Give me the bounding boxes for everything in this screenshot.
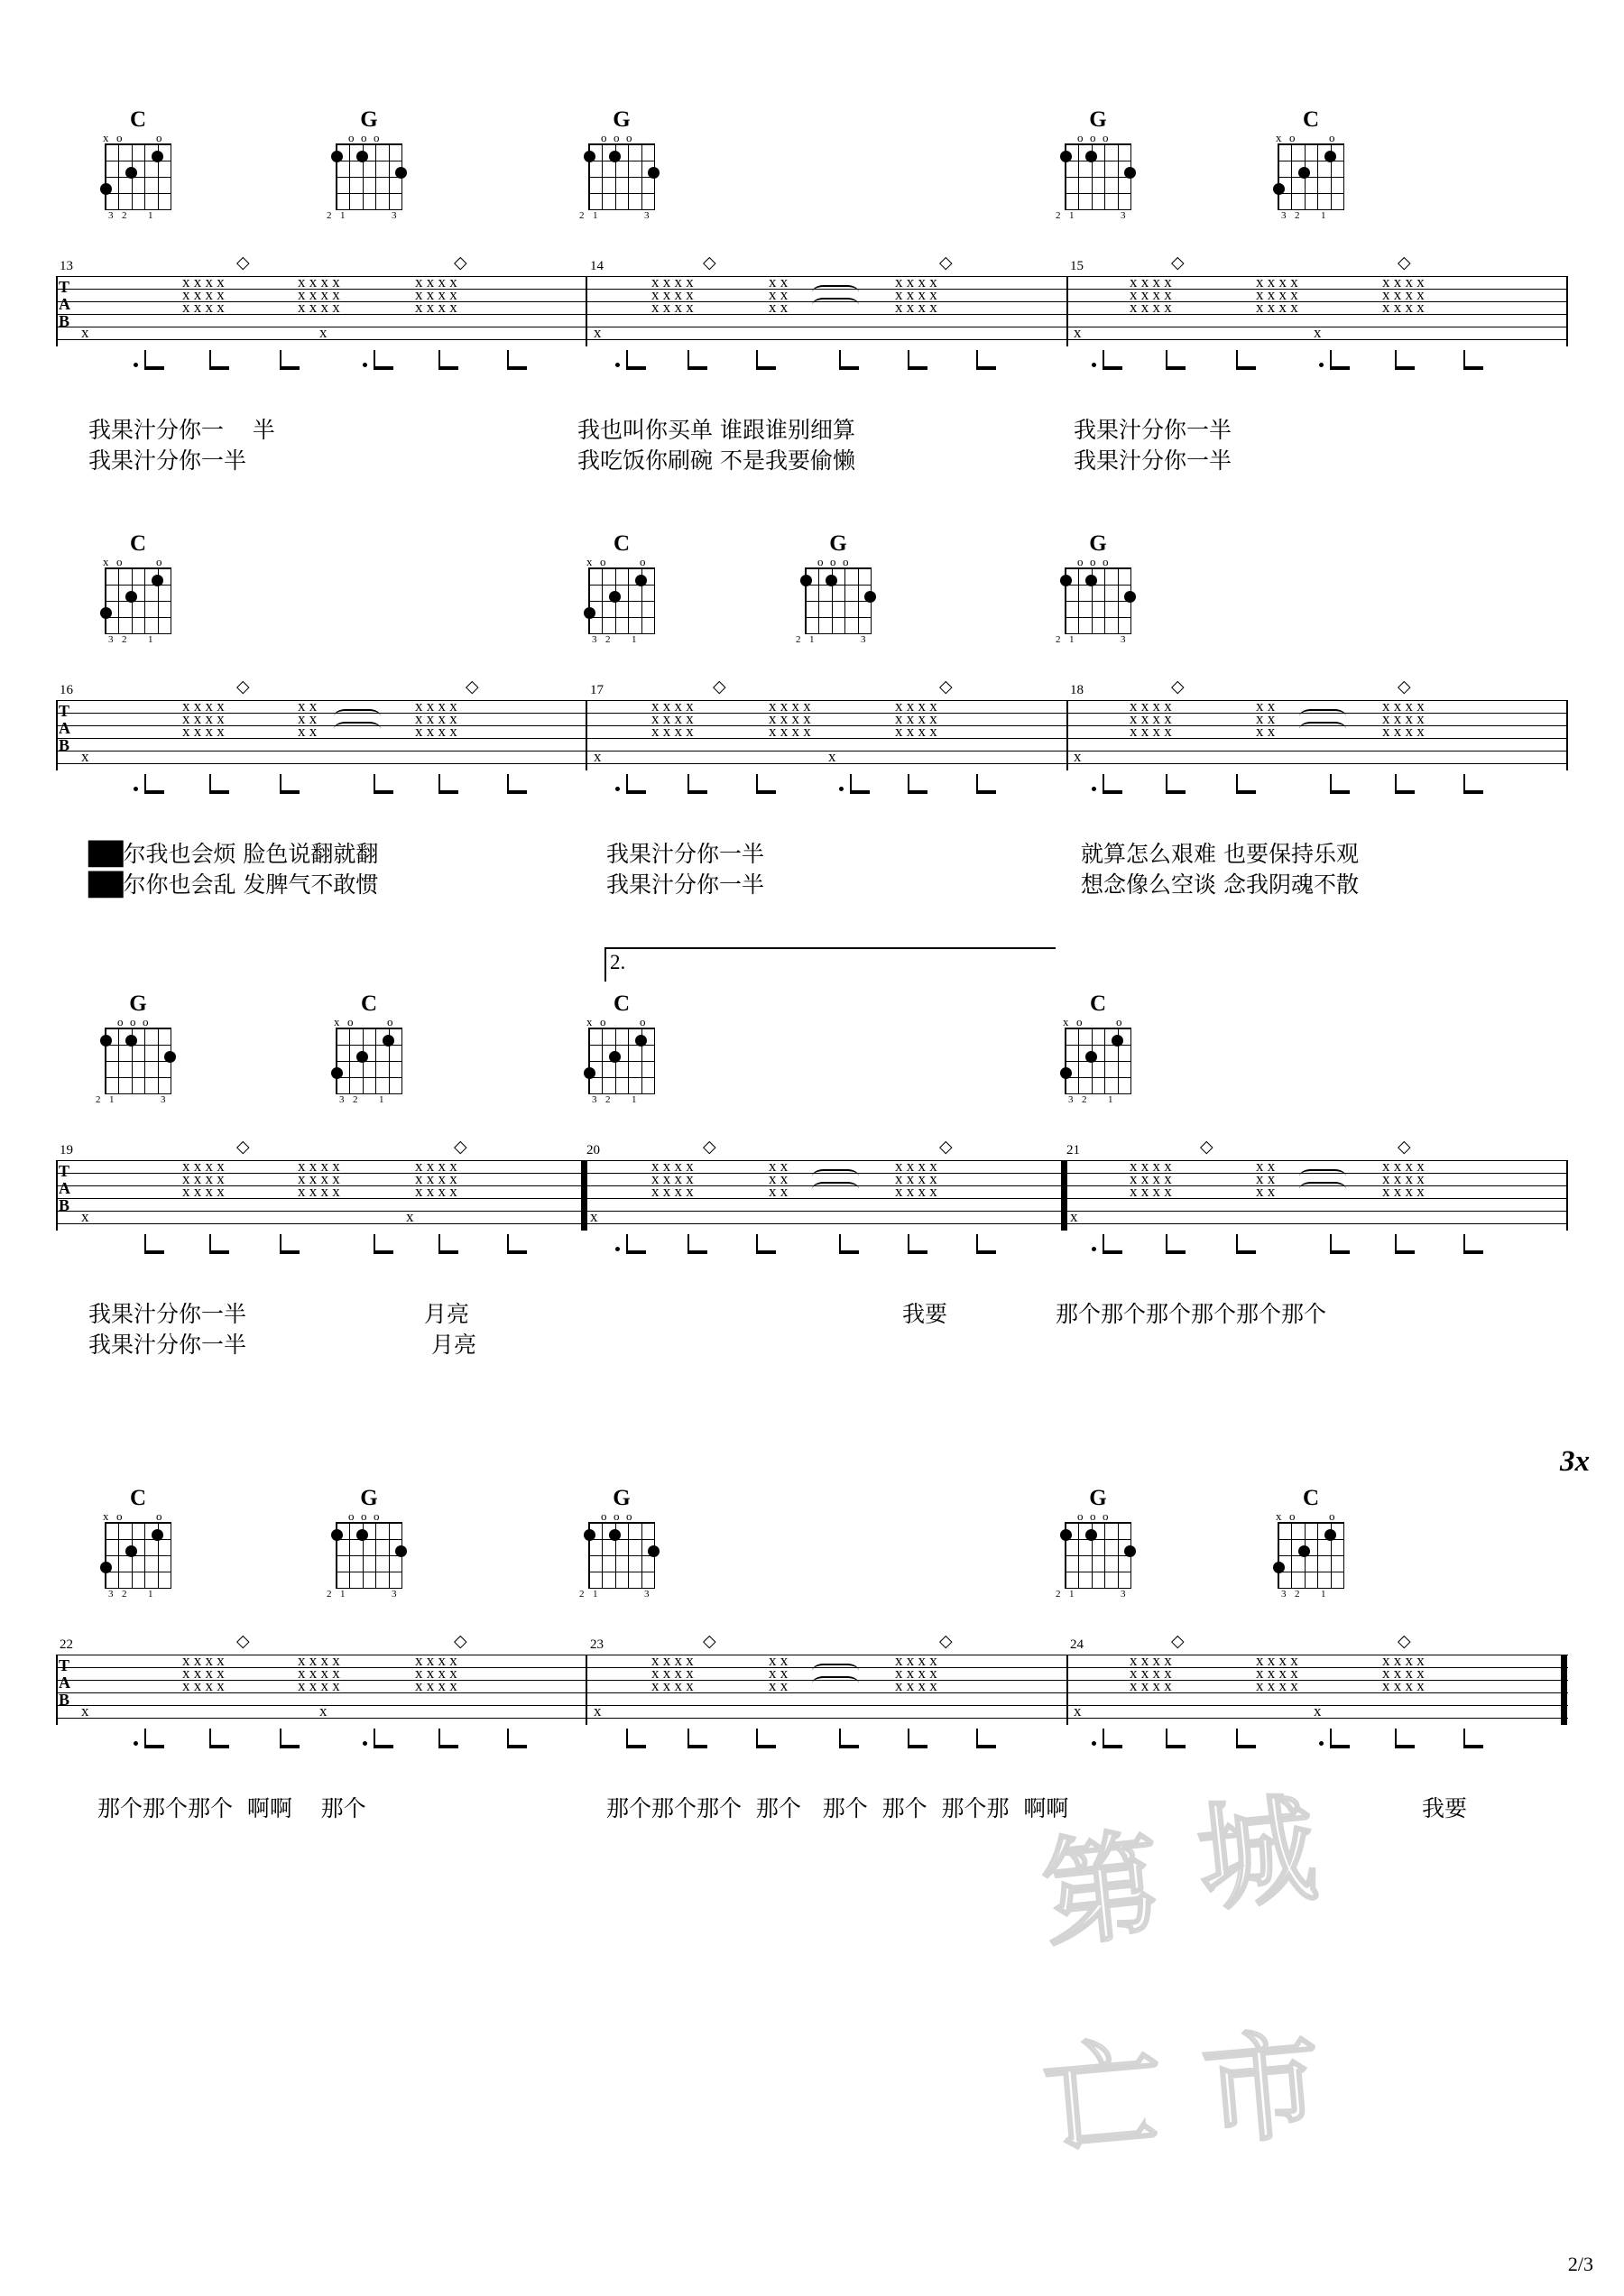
barline <box>586 276 587 346</box>
staff-start-barline <box>56 1655 58 1725</box>
strum-markers-row <box>0 1139 1624 1158</box>
lyrics-line-2b: 月亮 <box>431 1332 477 1358</box>
chord-diagram-g <box>325 1487 413 1601</box>
rhythm-notation <box>56 1234 1568 1265</box>
chord-diagram-g <box>1054 532 1142 647</box>
lyrics-line-2: 我果汁分你一半 <box>88 1332 247 1358</box>
chord-name: C <box>613 991 631 1016</box>
diamond-icon: ◇ <box>713 677 726 696</box>
chord-fretboard <box>1278 1522 1344 1589</box>
diamond-icon: ◇ <box>1171 1631 1185 1651</box>
chord-fretboard <box>336 143 402 210</box>
chord-fingering: 2 1 3 <box>327 1589 397 1600</box>
chord-fingering: 3 2 1 <box>1068 1094 1113 1105</box>
tab-label-t: T <box>59 1162 70 1180</box>
chord-diagram-c <box>94 1487 182 1601</box>
tab-label-b: B <box>59 1196 70 1214</box>
chord-diagram-c <box>94 108 182 223</box>
barline <box>1066 276 1068 346</box>
tab-label-t: T <box>59 1656 70 1674</box>
chord-open-markers: x o o <box>1063 1015 1122 1028</box>
chord-name: C <box>613 531 631 556</box>
chord-name: C <box>1302 107 1320 132</box>
measure-number: 17 <box>590 683 604 697</box>
lyrics-line-1b: 我果汁分你一半 <box>606 841 765 867</box>
diamond-icon: ◇ <box>454 253 467 272</box>
chord-fretboard <box>588 567 655 634</box>
lyrics-line-1b: 那个那个那个 那个 那个 那个 那个那 啊啊 <box>606 1795 1069 1821</box>
chord-fingering: 2 1 3 <box>579 1589 650 1600</box>
chord-open-markers: x o o <box>103 555 162 568</box>
measure-number: 13 <box>60 259 73 273</box>
diamond-icon: ◇ <box>939 677 953 696</box>
staff-start-barline <box>56 276 58 346</box>
chord-fretboard <box>1065 143 1131 210</box>
tab-staff: T A B 19 20 21 x x x x x x x x x x x x x x x x x x x x x x x x x x x x x x x x x x x x x x x x x x x x x x x x x x x x x x x x x x x x x x x x x x x x x x x x x x x x x x x x x x x x x x x x x x x x x x x x x x x x <box>56 1160 1568 1231</box>
repeat-barline <box>1061 1160 1067 1231</box>
tab-staff: T A B 22 23 24 x x x x x x x x x x x x x x x x x x x x x x x x x x x x x x x x x x x x x x x x x x x x x x x x x x x x x x x x x x x x x x x x x x x x x x x x x x x x x x x x x x x x x x x x x x x x x x x x x x x x x x x x x x x <box>56 1655 1568 1725</box>
rhythm-notation <box>56 350 1568 381</box>
barline <box>1566 700 1568 770</box>
chord-diagram-c <box>1267 108 1355 223</box>
chord-name: G <box>360 1486 378 1510</box>
chord-fingering: 3 2 1 <box>339 1094 384 1105</box>
tab-label-b: B <box>59 736 70 754</box>
tab-label-t: T <box>59 278 70 296</box>
diamond-icon: ◇ <box>1398 677 1411 696</box>
tab-label-a: A <box>59 719 70 737</box>
lyrics-line-1c: 我要 <box>1422 1795 1468 1821</box>
tie-slur <box>812 298 859 312</box>
chord-open-markers: o o o <box>1077 555 1109 568</box>
chord-open-markers: x o o <box>103 1509 162 1523</box>
diamond-icon: ◇ <box>454 1137 467 1157</box>
chord-name: G <box>613 107 631 132</box>
chord-open-markers: x o o <box>103 131 162 144</box>
chord-name: C <box>129 1486 147 1510</box>
lyrics-line-1d: 那个那个那个那个那个那个 <box>1056 1301 1327 1327</box>
diamond-icon: ◇ <box>1398 253 1411 272</box>
chord-fretboard <box>105 567 171 634</box>
chord-fingering: 3 2 1 <box>592 1094 637 1105</box>
barline <box>1066 1655 1068 1725</box>
lyrics-line-1b: 我也叫你买单 谁跟谁别细算 <box>577 417 855 443</box>
watermark-char-3: 亡 <box>1038 2023 1168 2172</box>
lyrics-line-1c: 我要 <box>902 1301 948 1327</box>
lyrics-line-2: 我果汁分你一半 <box>88 447 247 474</box>
chord-open-markers: o o o <box>601 131 632 144</box>
chord-diagram-c <box>577 532 666 647</box>
chord-open-markers: o o o <box>1077 1509 1109 1523</box>
watermark-char-1: 第 <box>1036 1814 1167 1965</box>
diamond-icon: ◇ <box>703 1631 716 1651</box>
chord-open-markers: x o o <box>1276 1509 1335 1523</box>
chord-fingering: 3 2 1 <box>108 1589 153 1600</box>
diamond-icon: ◇ <box>454 1631 467 1651</box>
diamond-icon: ◇ <box>236 253 250 272</box>
lyrics-line-1: 那个那个那个 啊啊 那个 <box>97 1795 366 1821</box>
measure-number: 24 <box>1070 1637 1084 1652</box>
diamond-icon: ◇ <box>939 1631 953 1651</box>
chord-open-markers: o o o <box>817 555 849 568</box>
chord-fretboard <box>336 1028 402 1094</box>
diamond-icon: ◇ <box>236 677 250 696</box>
rhythm-notation <box>56 774 1568 805</box>
tie-slur <box>812 1182 859 1196</box>
chord-diagram-g <box>325 108 413 223</box>
chord-name: G <box>1089 531 1107 556</box>
tab-label-t: T <box>59 702 70 720</box>
chord-open-markers: x o o <box>586 555 646 568</box>
lyrics-line-1: ██尔我也会烦 脸色说翻就翻 <box>88 841 379 867</box>
diamond-icon: ◇ <box>236 1631 250 1651</box>
chord-open-markers: o o o <box>117 1015 149 1028</box>
chord-fretboard <box>805 567 872 634</box>
chord-open-markers: o o o <box>601 1509 632 1523</box>
chord-diagram-c <box>577 992 666 1107</box>
lyrics-line-1c: 就算怎么艰难 也要保持乐观 <box>1081 841 1359 867</box>
barline <box>1566 276 1568 346</box>
chord-fingering: 2 1 3 <box>796 634 866 645</box>
chord-diagram-c <box>1267 1487 1355 1601</box>
chord-open-markers: x o o <box>334 1015 393 1028</box>
barline <box>586 1655 587 1725</box>
chord-fretboard <box>588 1028 655 1094</box>
repeat-times-label: 3x <box>1560 1445 1590 1478</box>
lyrics-line-1: 我果汁分你一半 <box>88 1301 247 1327</box>
chord-fingering: 3 2 1 <box>108 210 153 221</box>
chord-name: G <box>1089 107 1107 132</box>
tab-label-a: A <box>59 1674 70 1692</box>
chord-fretboard <box>588 1522 655 1589</box>
tab-label-a: A <box>59 1179 70 1197</box>
lyrics-line-2: ██尔你也会乱 发脾气不敢惯 <box>88 871 379 898</box>
chord-fretboard <box>1278 143 1344 210</box>
strum-markers-row <box>0 254 1624 274</box>
measure-number: 18 <box>1070 683 1084 697</box>
diamond-icon: ◇ <box>1398 1631 1411 1651</box>
tie-slur <box>334 722 381 736</box>
chord-diagram-c <box>325 992 413 1107</box>
chord-name: C <box>360 991 378 1016</box>
diamond-icon: ◇ <box>236 1137 250 1157</box>
strum-markers-row <box>0 678 1624 698</box>
tab-label-b: B <box>59 312 70 330</box>
chord-name: C <box>129 107 147 132</box>
chord-fretboard <box>588 143 655 210</box>
barline <box>1066 700 1068 770</box>
chord-diagram-c <box>94 532 182 647</box>
chord-name: G <box>129 991 147 1016</box>
chord-fingering: 3 2 1 <box>1281 1589 1326 1600</box>
tab-label-a: A <box>59 295 70 313</box>
chord-fretboard <box>1065 1028 1131 1094</box>
chord-fingering: 2 1 3 <box>1056 634 1126 645</box>
chord-diagram-g <box>794 532 882 647</box>
repeat-bracket-label: 2. <box>610 951 626 973</box>
chord-open-markers: x o o <box>1276 131 1335 144</box>
diamond-icon: ◇ <box>1200 1137 1213 1157</box>
tie-slur <box>812 1676 859 1691</box>
diamond-icon: ◇ <box>939 253 953 272</box>
measure-number: 22 <box>60 1637 73 1652</box>
repeat-bracket-2 <box>604 947 1056 982</box>
chord-diagram-g <box>1054 108 1142 223</box>
chord-fingering: 2 1 3 <box>1056 210 1126 221</box>
chord-diagram-g <box>1054 1487 1142 1601</box>
lyrics-line-1: 我果汁分你一 半 <box>88 417 275 443</box>
page-number: 2/3 <box>1567 2253 1593 2275</box>
chord-name: C <box>1302 1486 1320 1510</box>
lyrics-line-2c: 想念像么空谈 念我阴魂不散 <box>1081 871 1359 898</box>
measure-number: 14 <box>590 259 604 273</box>
tab-staff: T A B 13 14 15 x x x x x x x x x x x x x x x x x x x x x x x x x x x x x x x x x x x x x x x x x x x x x x x x x x x x x x x x x x x x x x x x x x x x x x x x x x x x x x x x x x x x x x x x x x x x x x x x x x x x x x x x x x x <box>56 276 1568 346</box>
chord-fretboard <box>105 1028 171 1094</box>
chord-fretboard <box>1065 567 1131 634</box>
lyrics-line-2b: 我果汁分你一半 <box>606 871 765 898</box>
repeat-barline <box>581 1160 587 1231</box>
diamond-icon: ◇ <box>1398 1137 1411 1157</box>
chord-fingering: 3 2 1 <box>592 634 637 645</box>
watermark-char-2: 城 <box>1191 1778 1323 1929</box>
chord-open-markers: o o o <box>348 1509 380 1523</box>
watermark-char-4: 市 <box>1197 2014 1327 2162</box>
chord-fingering: 2 1 3 <box>96 1094 166 1105</box>
chord-fingering: 3 2 1 <box>1281 210 1326 221</box>
chord-open-markers: x o o <box>586 1015 646 1028</box>
chord-name: G <box>360 107 378 132</box>
final-barline <box>1561 1655 1567 1725</box>
measure-number: 20 <box>586 1143 600 1157</box>
tie-slur <box>1299 1182 1346 1196</box>
tab-staff: T A B 16 17 18 x x x x x x x x x x x x x x x x x x x x x x x x x x x x x x x x x x x x x x x x x x x x x x x x x x x x x x x x x x x x x x x x x x x x x x x x x x x x x x x x x x x x x x x x x x x x x x x x x x x x <box>56 700 1568 770</box>
chord-name: C <box>129 531 147 556</box>
diamond-icon: ◇ <box>703 1137 716 1157</box>
chord-fingering: 2 1 3 <box>579 210 650 221</box>
chord-fretboard <box>105 143 171 210</box>
lyrics-line-2c: 我果汁分你一半 <box>1074 447 1232 474</box>
chord-name: G <box>829 531 847 556</box>
chord-diagram-c <box>1054 992 1142 1107</box>
chord-open-markers: o o o <box>1077 131 1109 144</box>
lyrics-line-2b: 我吃饭你刷碗 不是我要偷懒 <box>577 447 855 474</box>
chord-name: C <box>1089 991 1107 1016</box>
chord-diagram-g <box>577 1487 666 1601</box>
barline <box>586 700 587 770</box>
diamond-icon: ◇ <box>466 677 479 696</box>
lyrics-line-1c: 我果汁分你一半 <box>1074 417 1232 443</box>
measure-number: 16 <box>60 683 73 697</box>
chord-fretboard <box>336 1522 402 1589</box>
chord-fingering: 3 2 1 <box>108 634 153 645</box>
chord-fretboard <box>105 1522 171 1589</box>
chord-diagram-g <box>577 108 666 223</box>
strum-markers-row <box>0 1633 1624 1653</box>
chord-name: G <box>613 1486 631 1510</box>
diamond-icon: ◇ <box>1171 677 1185 696</box>
tab-label-b: B <box>59 1691 70 1709</box>
chord-fretboard <box>1065 1522 1131 1589</box>
diamond-icon: ◇ <box>1171 253 1185 272</box>
diamond-icon: ◇ <box>939 1137 953 1157</box>
lyrics-line-1b: 月亮 <box>424 1301 470 1327</box>
chord-open-markers: o o o <box>348 131 380 144</box>
tie-slur <box>1299 722 1346 736</box>
chord-fingering: 2 1 3 <box>1056 1589 1126 1600</box>
measure-number: 15 <box>1070 259 1084 273</box>
rhythm-notation <box>56 1729 1568 1759</box>
chord-name: G <box>1089 1486 1107 1510</box>
staff-start-barline <box>56 1160 58 1231</box>
chord-diagram-g <box>94 992 182 1107</box>
staff-start-barline <box>56 700 58 770</box>
measure-number: 21 <box>1066 1143 1080 1157</box>
measure-number: 19 <box>60 1143 73 1157</box>
chord-fingering: 2 1 3 <box>327 210 397 221</box>
measure-number: 23 <box>590 1637 604 1652</box>
diamond-icon: ◇ <box>703 253 716 272</box>
barline <box>1566 1160 1568 1231</box>
